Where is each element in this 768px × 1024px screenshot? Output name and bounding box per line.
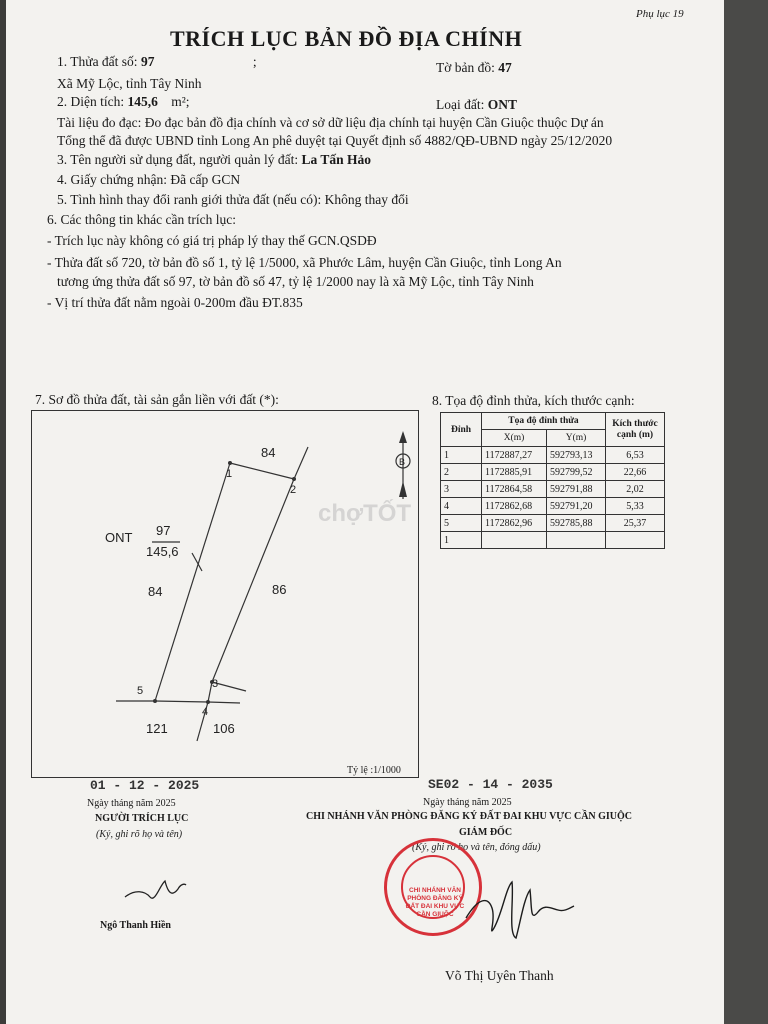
left-date-label: Ngày tháng năm 2025 [87,798,176,809]
vertex-label-3: 3 [212,678,219,690]
north-arrow-tail [399,481,407,497]
right-role: GIÁM ĐỐC [459,827,513,838]
land-type-line [436,97,517,113]
table-row [441,532,665,549]
cell-vertex: 5 [441,515,482,532]
document-title: TRÍCH LỤC BẢN ĐỒ ĐỊA CHÍNH [170,26,523,51]
seal-inner-ring [401,855,465,919]
neighbor-top: 84 [261,445,276,460]
parcel-separator: ; [252,54,257,69]
cell-vertex: 1 [441,447,482,464]
left-date-stamp: 01 - 12 - 2025 [90,778,200,793]
cell-vertex: 2 [441,464,482,481]
appendix-label: Phụ lục 19 [636,8,684,20]
right-note: (Ký, ghi rõ họ và tên, đóng dấu) [412,842,541,853]
diagram-scale: Tỷ lệ :1/1000 [347,765,401,776]
col-x: X(m) [482,430,547,447]
cell-length: 6,53 [606,447,665,464]
user-line [57,152,371,168]
boundary-ext-bottom-right [208,702,240,703]
cell-y: 592793,13 [547,447,606,464]
survey-line-1: Tài liệu đo đạc: Đo đạc bản đồ địa chính và cơ sở dữ liệu địa chính tại huyện Cần Giuộc thuộc Dự án [57,115,604,130]
survey-line-2: Tổng thể đã được UBND tỉnh Long An phê duyệt tại Quyết định số 4882/QĐ-UBND ngày 25/12/2020 [57,133,613,148]
area-unit: m²; [171,94,190,109]
vertex-1-point [228,461,232,465]
parcel-diagram [31,410,419,778]
edge-2-3 [212,479,297,682]
cell-x: 1172862,68 [482,498,547,515]
left-note: (Ký, ghi rõ họ và tên) [96,829,183,840]
area-line [57,94,190,110]
land-code: ONT [105,530,133,545]
cell-y: 592791,20 [547,498,606,515]
vertex-label-2: 2 [290,484,297,496]
north-arrow-head [399,431,407,443]
col-edge [606,413,665,447]
cell-length: 5,33 [606,498,665,515]
cell-vertex: 1 [441,532,482,549]
north-label: B [399,457,406,467]
cell-x: 1172887,27 [482,447,547,464]
user-label: 3. Tên người sử dụng đất, người quản lý đất: [57,152,299,167]
parcel-line [57,54,257,70]
cell-length: 2,02 [606,481,665,498]
col-y: Y(m) [547,430,606,447]
table-row [441,498,665,515]
neighbor-bottom-right: 106 [213,721,235,736]
cell-y: 592785,88 [547,515,606,532]
edge-1-2 [230,463,294,479]
seal-text: CHI NHÁNH VĂN PHÒNG ĐĂNG KÝ ĐẤT ĐAI KHU VỰC CẦN GIUỘC [405,887,465,918]
diagram-parcel-number: 97 [156,523,171,538]
cell-length [606,532,665,549]
edge-4-5 [155,701,208,702]
neighbor-bottom-left: 121 [146,721,168,736]
col-vertex: Đỉnh [441,413,482,447]
note-2b: tương ứng thửa đất số 97, tờ bản đồ số 47, tỷ lệ 1/2000 nay là xã Mỹ Lộc, tỉnh Tây Ninh [57,274,534,289]
boundary-label: 5. Tình hình thay đổi ranh giới thửa đất (nếu có): [57,192,322,207]
area-label: 2. Diện tích: [57,94,125,109]
boundary-line [57,192,409,208]
table-row [441,464,665,481]
left-signature [120,875,190,915]
cell-vertex: 4 [441,498,482,515]
cell-x [482,532,547,549]
parcel-number: 97 [140,54,155,69]
parcel-diagram-svg [32,411,418,777]
note-2a: - Thửa đất số 720, tờ bản đồ số 1, tỷ lệ 1/5000, xã Phước Lâm, huyện Cần Giuộc, tỉnh Long An [47,255,562,270]
left-role: NGƯỜI TRÍCH LỤC [95,813,189,824]
cell-length: 25,37 [606,515,665,532]
user-name: La Tấn Hảo [301,152,371,167]
cell-length: 22,66 [606,464,665,481]
land-type-value: ONT [487,97,517,112]
other-info-heading: 6. Các thông tin khác cần trích lục: [47,212,236,227]
right-organization: CHI NHÁNH VĂN PHÒNG ĐĂNG KÝ ĐẤT ĐAI KHU VỰC CẦN GIUỘC [306,811,633,822]
vertex-label-4: 4 [202,706,209,718]
coordinates-table [440,412,665,549]
right-signature [458,868,578,953]
boundary-ext-top [294,447,308,479]
boundary-value: Không thay đổi [324,192,409,207]
note-3: - Vị trí thửa đất nằm ngoài 0-200m đầu ĐT.835 [47,295,303,310]
cell-x: 1172862,96 [482,515,547,532]
cell-y: 592799,52 [547,464,606,481]
watermark: chợTỐT [318,500,412,527]
map-sheet-number: 47 [498,60,512,75]
table-row [441,481,665,498]
col-group: Tọa độ đỉnh thửa [482,413,606,430]
vertex-label-5: 5 [137,685,144,697]
vertex-2-point [292,477,296,481]
cell-x: 1172885,91 [482,464,547,481]
vertex-4-point [206,700,210,704]
diagram-title: 7. Sơ đồ thửa đất, tài sản gắn liền với đất (*): [35,392,279,407]
parcel-label: 1. Thửa đất số: [57,54,138,69]
cell-y [547,532,606,549]
col-edge-line-2: cạnh (m) [616,429,654,440]
left-name: Ngô Thanh Hiền [100,920,171,931]
coords-header-row [441,413,665,430]
vertex-label-1: 1 [226,468,233,480]
coords-title: 8. Tọa độ đỉnh thửa, kích thước cạnh: [432,393,635,408]
map-sheet-label: Tờ bản đồ: [436,60,495,75]
map-sheet-line [436,60,512,76]
neighbor-right: 86 [272,582,287,597]
col-edge-line-1: Kích thước [612,418,658,429]
cell-x: 1172864,58 [482,481,547,498]
right-name: Võ Thị Uyên Thanh [445,968,554,983]
cell-vertex: 3 [441,481,482,498]
vertex-5-point [153,699,157,703]
neighbor-left: 84 [148,584,163,599]
table-row [441,447,665,464]
table-row [441,515,665,532]
cell-y: 592791,88 [547,481,606,498]
location: Xã Mỹ Lộc, tỉnh Tây Ninh [57,76,202,91]
area-value: 145,6 [127,94,158,109]
right-date-stamp: SE02 - 14 - 2035 [428,777,553,792]
note-1: - Trích lục này không có giá trị pháp lý thay thế GCN.QSDĐ [47,233,377,248]
right-date-label: Ngày tháng năm 2025 [423,797,512,808]
certificate-line: 4. Giấy chứng nhận: Đã cấp GCN [57,172,241,187]
diagram-area: 145,6 [146,544,179,559]
land-type-label: Loại đất: [436,97,485,112]
